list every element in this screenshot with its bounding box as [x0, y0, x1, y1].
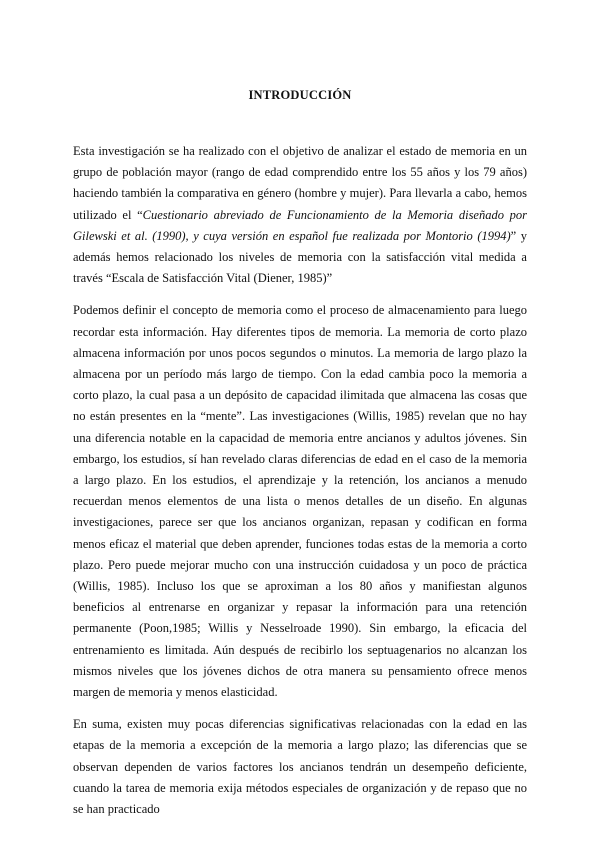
paragraph-memory-definition — [73, 300, 527, 703]
paragraph-intro — [73, 141, 527, 289]
paragraph-memory-definition-text: Podemos definir el concepto de memoria como el proceso de almacenamiento para luego recordar esta información. Hay diferentes tipos de memoria. La memoria de corto plazo almacena información por unos pocos segundos o minutos. La memoria de largo plazo la almacena por un período más largo de tiempo. Con la edad cambia poco la memoria a corto plazo, la cual pasa a un depósito de capacidad ilimitada que almacena las cosas que no están presentes en la “mente”. Las investigaciones (Willis, 1985) revelan que no hay una diferencia notable en la capacidad de memoria entre ancianos y adultos jóvenes. Sin embargo, los estudios, sí han revelado claras diferencias de edad en el caso de la memoria a largo plazo. En los estudios, el aprendizaje y la retención, los ancianos a menudo recuerdan menos elementos de una lista o menos detalles de un diseño. En algunas investigaciones, parece ser que los ancianos organizan, repasan y codifican en forma menos eficaz el material que deben aprender, funciones todas estas de la memoria a corto plazo. Pero puede mejorar mucho con una instrucción cuidadosa y un poco de práctica (Willis, 1985). Incluso los que se aproximan a los 80 años y manifiestan algunos beneficios al entrenarse en organizar y repasar la información para una retención permanente (Poon,1985; Willis y Nesselroade 1990). Sin embargo, la eficacia del entrenamiento es limitada. Aún después de recibirlo los septuagenarios no alcanzan los mismos niveles que los jóvenes dichos de otra manera su pensamiento ofrece menos margen de memoria y menos elasticidad. — [73, 303, 527, 700]
paragraph-intro-text-1: Esta investigación se ha realizado con el objetivo de analizar el estado de memoria en un grupo de población mayor (rango de edad comprendido entre los 55 años y los 79 años) haciendo también la comparativa en género (hombre y mujer). Para llevarla a cabo, hemos utilizado el “ — [73, 144, 527, 222]
document-page — [73, 88, 527, 831]
paragraph-intro-text-2: ” y además hemos relacionado los niveles de memoria con la satisfacción vital medida a través “Escala de Satisfacción Vital (Diener, 1985)” — [73, 228, 527, 286]
paragraph-summary-text: En suma, existen muy pocas diferencias significativas relacionadas con la edad en las etapas de la memoria a excepción de la memoria a largo plazo; las diferencias que se observan dependen de varios factores los ancianos tendrán un desempeño deficiente, cuando la tarea de memoria exija métodos especiales de organización y de repaso que no se han practicado — [73, 717, 527, 817]
page-title: INTRODUCCIÓN — [248, 88, 352, 102]
paragraph-intro-citation: Cuestionario abreviado de Funcionamiento de la Memoria diseñado por Gilewski et al. (1990), y cuya versión en español fue realizada por Montorio (1994) — [73, 207, 528, 243]
paragraph-summary — [73, 714, 527, 820]
